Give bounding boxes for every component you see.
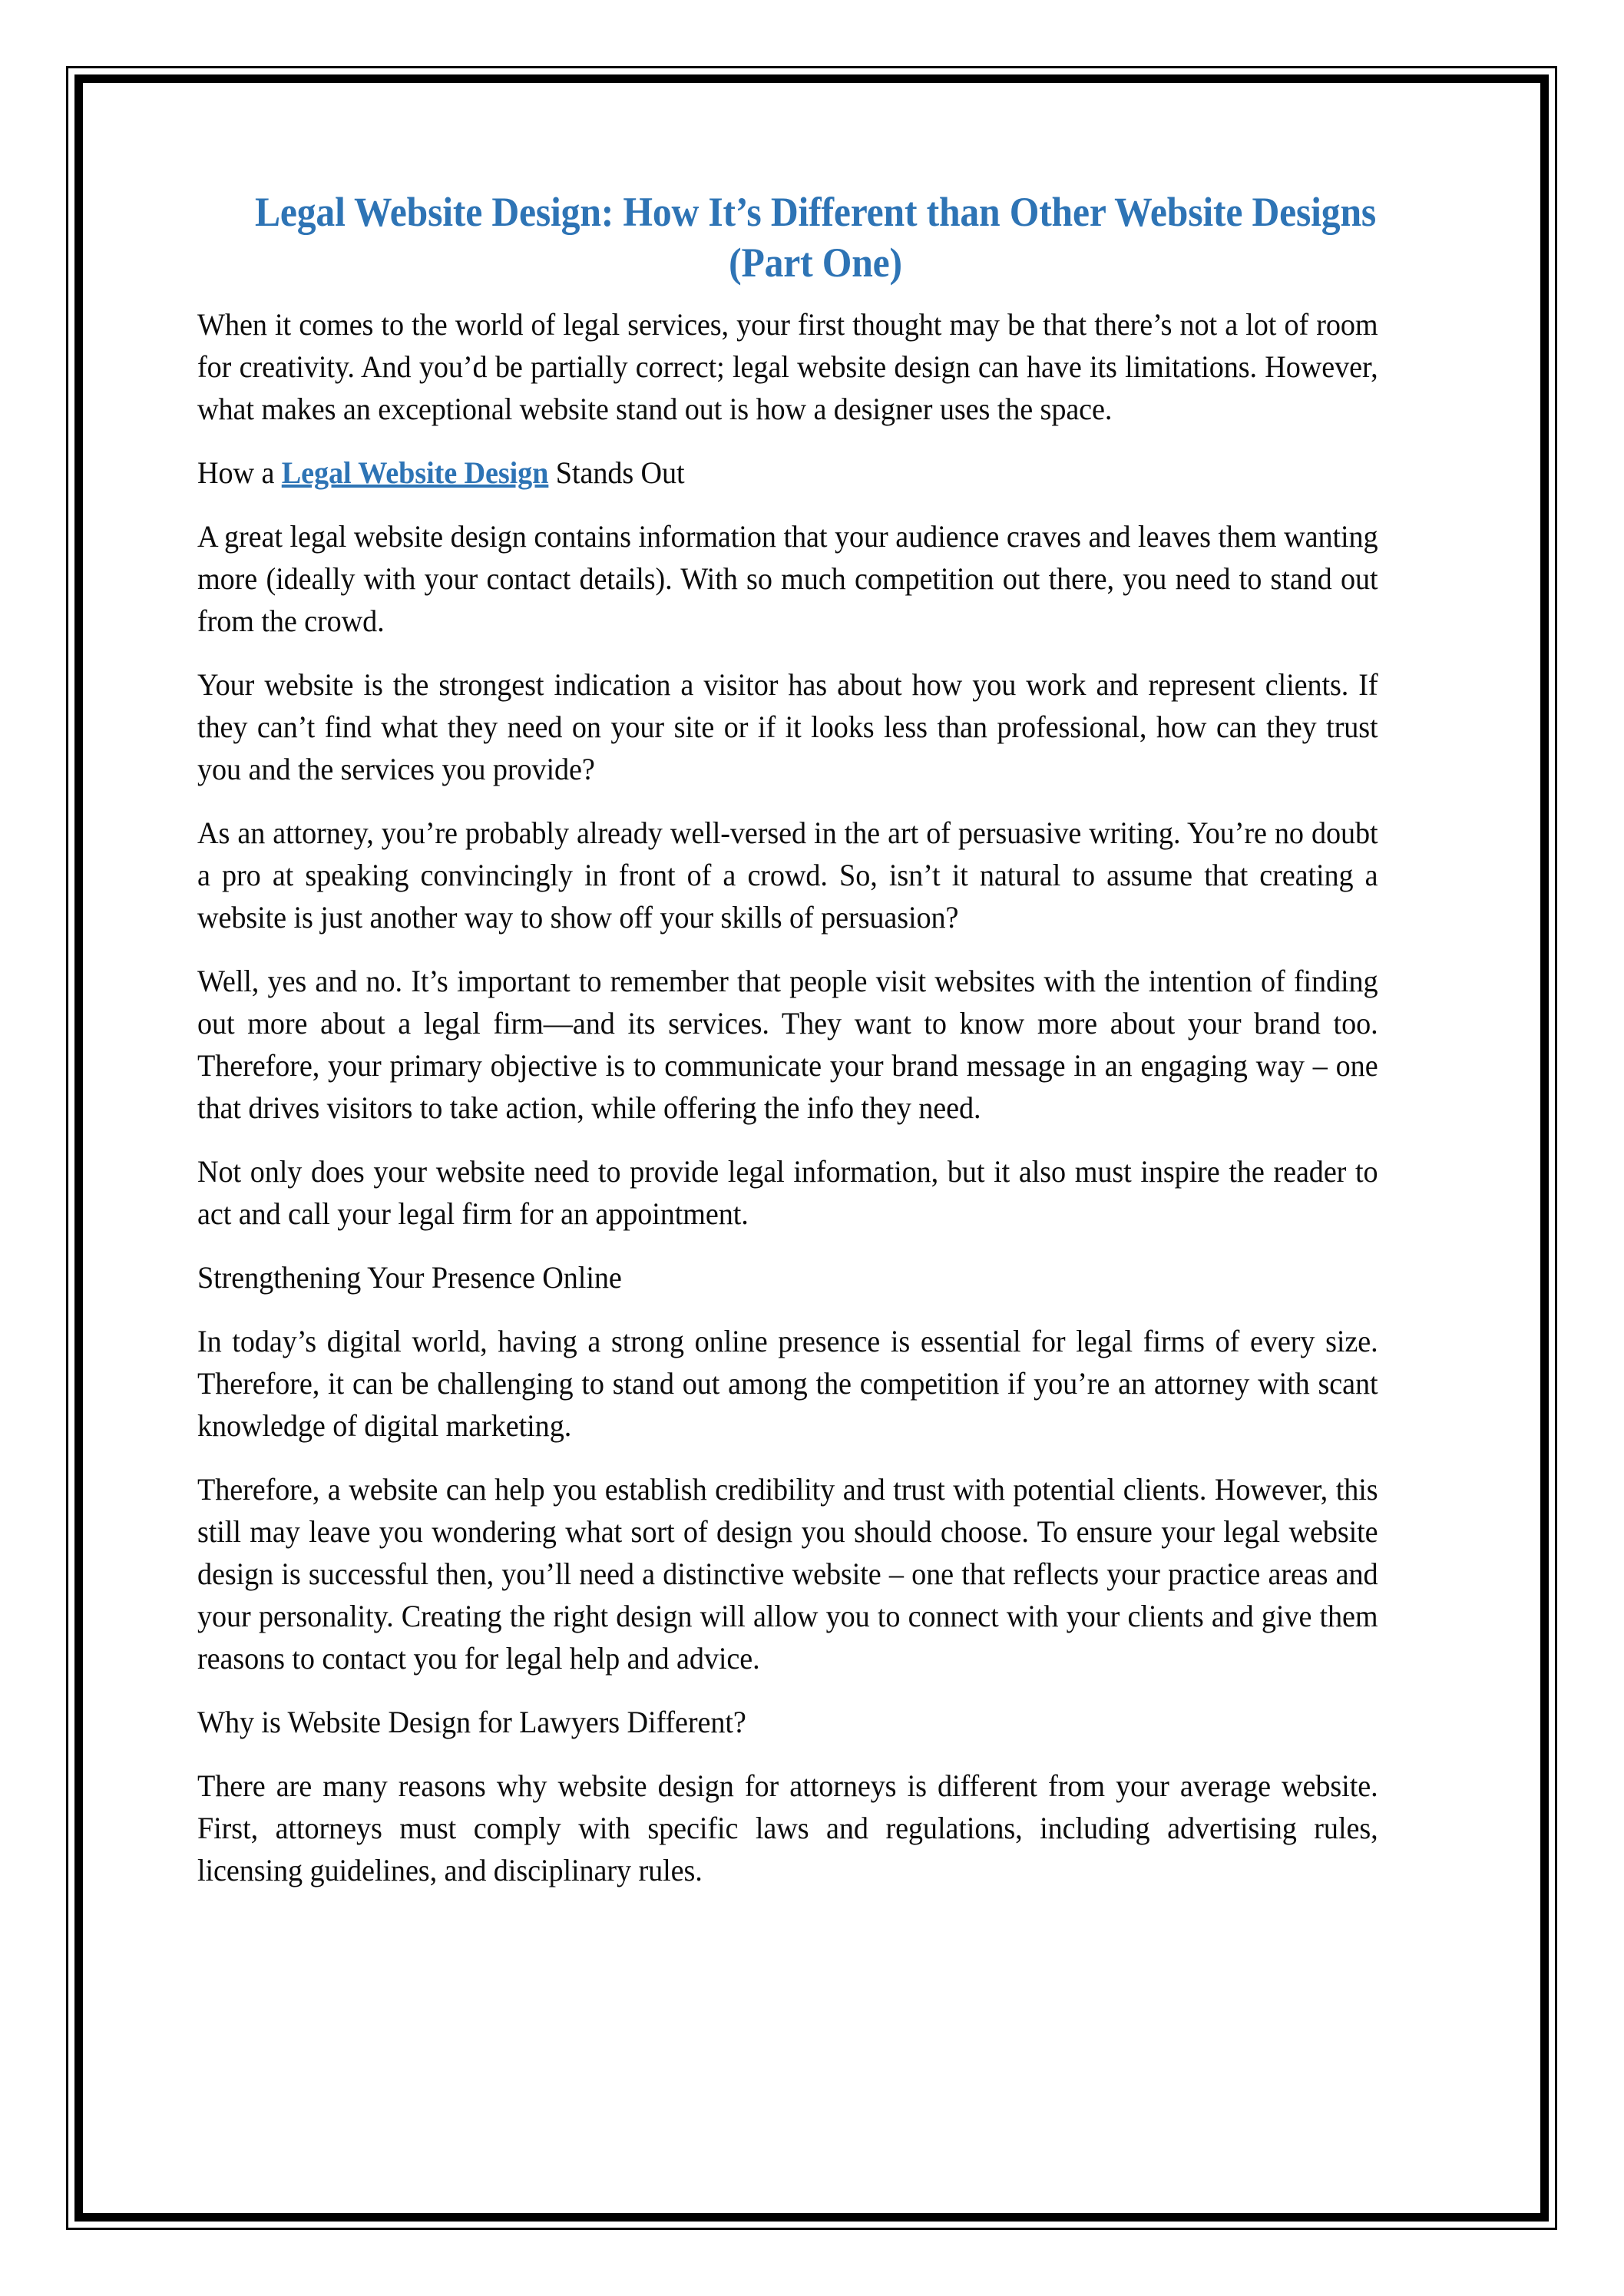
paragraph-attorney-persuasion: As an attorney, you’re probably already well-versed in the art of persuasive writing. You’re no doubt a pro at speaking convincingly in front of a crowd. So, isn’t it natural to assume that creating a website is just another way to show off your skills of persuasion? — [197, 816, 1378, 935]
paragraph-brand-message: Well, yes and no. It’s important to remember that people visit websites with the intention of finding out more about a legal firm—and its services. They want to know more about your brand too. Therefore, your primary objective is to communicate your brand message in an engaging way – one that drives visitors to take action, while offering the info they need. — [197, 964, 1378, 1125]
paragraph-credibility-trust: Therefore, a website can help you establish credibility and trust with potential clients. However, this still may leave you wondering what sort of design you should choose. To ensure your legal website design is successful then, you’ll need a distinctive website – one that reflects your practice areas and your personality. Creating the right design will allow you to connect with your clients and give them reasons to contact you for legal help and advice. — [197, 1472, 1378, 1676]
stands-out-suffix-text: Stands Out — [548, 455, 685, 490]
paragraph-inspire-reader: Not only does your website need to provide legal information, but it also must inspire the reader to act and call your legal firm for an appointment. — [197, 1154, 1378, 1231]
page-title: Legal Website Design: How It’s Different than Other Website Designs (Part One) — [254, 189, 1377, 286]
paragraph-many-reasons: There are many reasons why website design for attorneys is different from your average website. First, attorneys must comply with specific laws and regulations, including advertising rules, licensing guidelines, and disciplinary rules. — [197, 1768, 1378, 1887]
heading-strengthening-presence: Strengthening Your Presence Online — [197, 1260, 622, 1295]
paragraph-strongest-indication: Your website is the strongest indication a visitor has about how you work and represent clients. If they can’t find what they need on your site or if it looks less than professional, how can they trust you and the services you provide? — [197, 667, 1378, 786]
stands-out-prefix-text: How a — [197, 455, 282, 490]
paragraph-intro: When it comes to the world of legal services, your first thought may be that there’s not a lot of room for creativity. And you’d be partially correct; legal website design can have its limitations. However, what makes an exceptional website stand out is how a designer uses the space. — [197, 307, 1378, 426]
paragraph-great-design: A great legal website design contains information that your audience craves and leaves them wanting more (ideally with your contact details). With so much competition out there, you need to stand out from the crowd. — [197, 519, 1378, 638]
paragraph-stands-out-heading — [197, 452, 1378, 494]
paragraph-digital-world: In today’s digital world, having a strong online presence is essential for legal firms of every size. Therefore, it can be challenging to stand out among the competition if you’re an attorney with scant knowledge of digital marketing. — [197, 1324, 1378, 1443]
heading-why-different: Why is Website Design for Lawyers Different? — [197, 1705, 746, 1739]
legal-website-design-link[interactable]: Legal Website Design — [281, 455, 549, 490]
document-content — [197, 187, 1434, 1891]
